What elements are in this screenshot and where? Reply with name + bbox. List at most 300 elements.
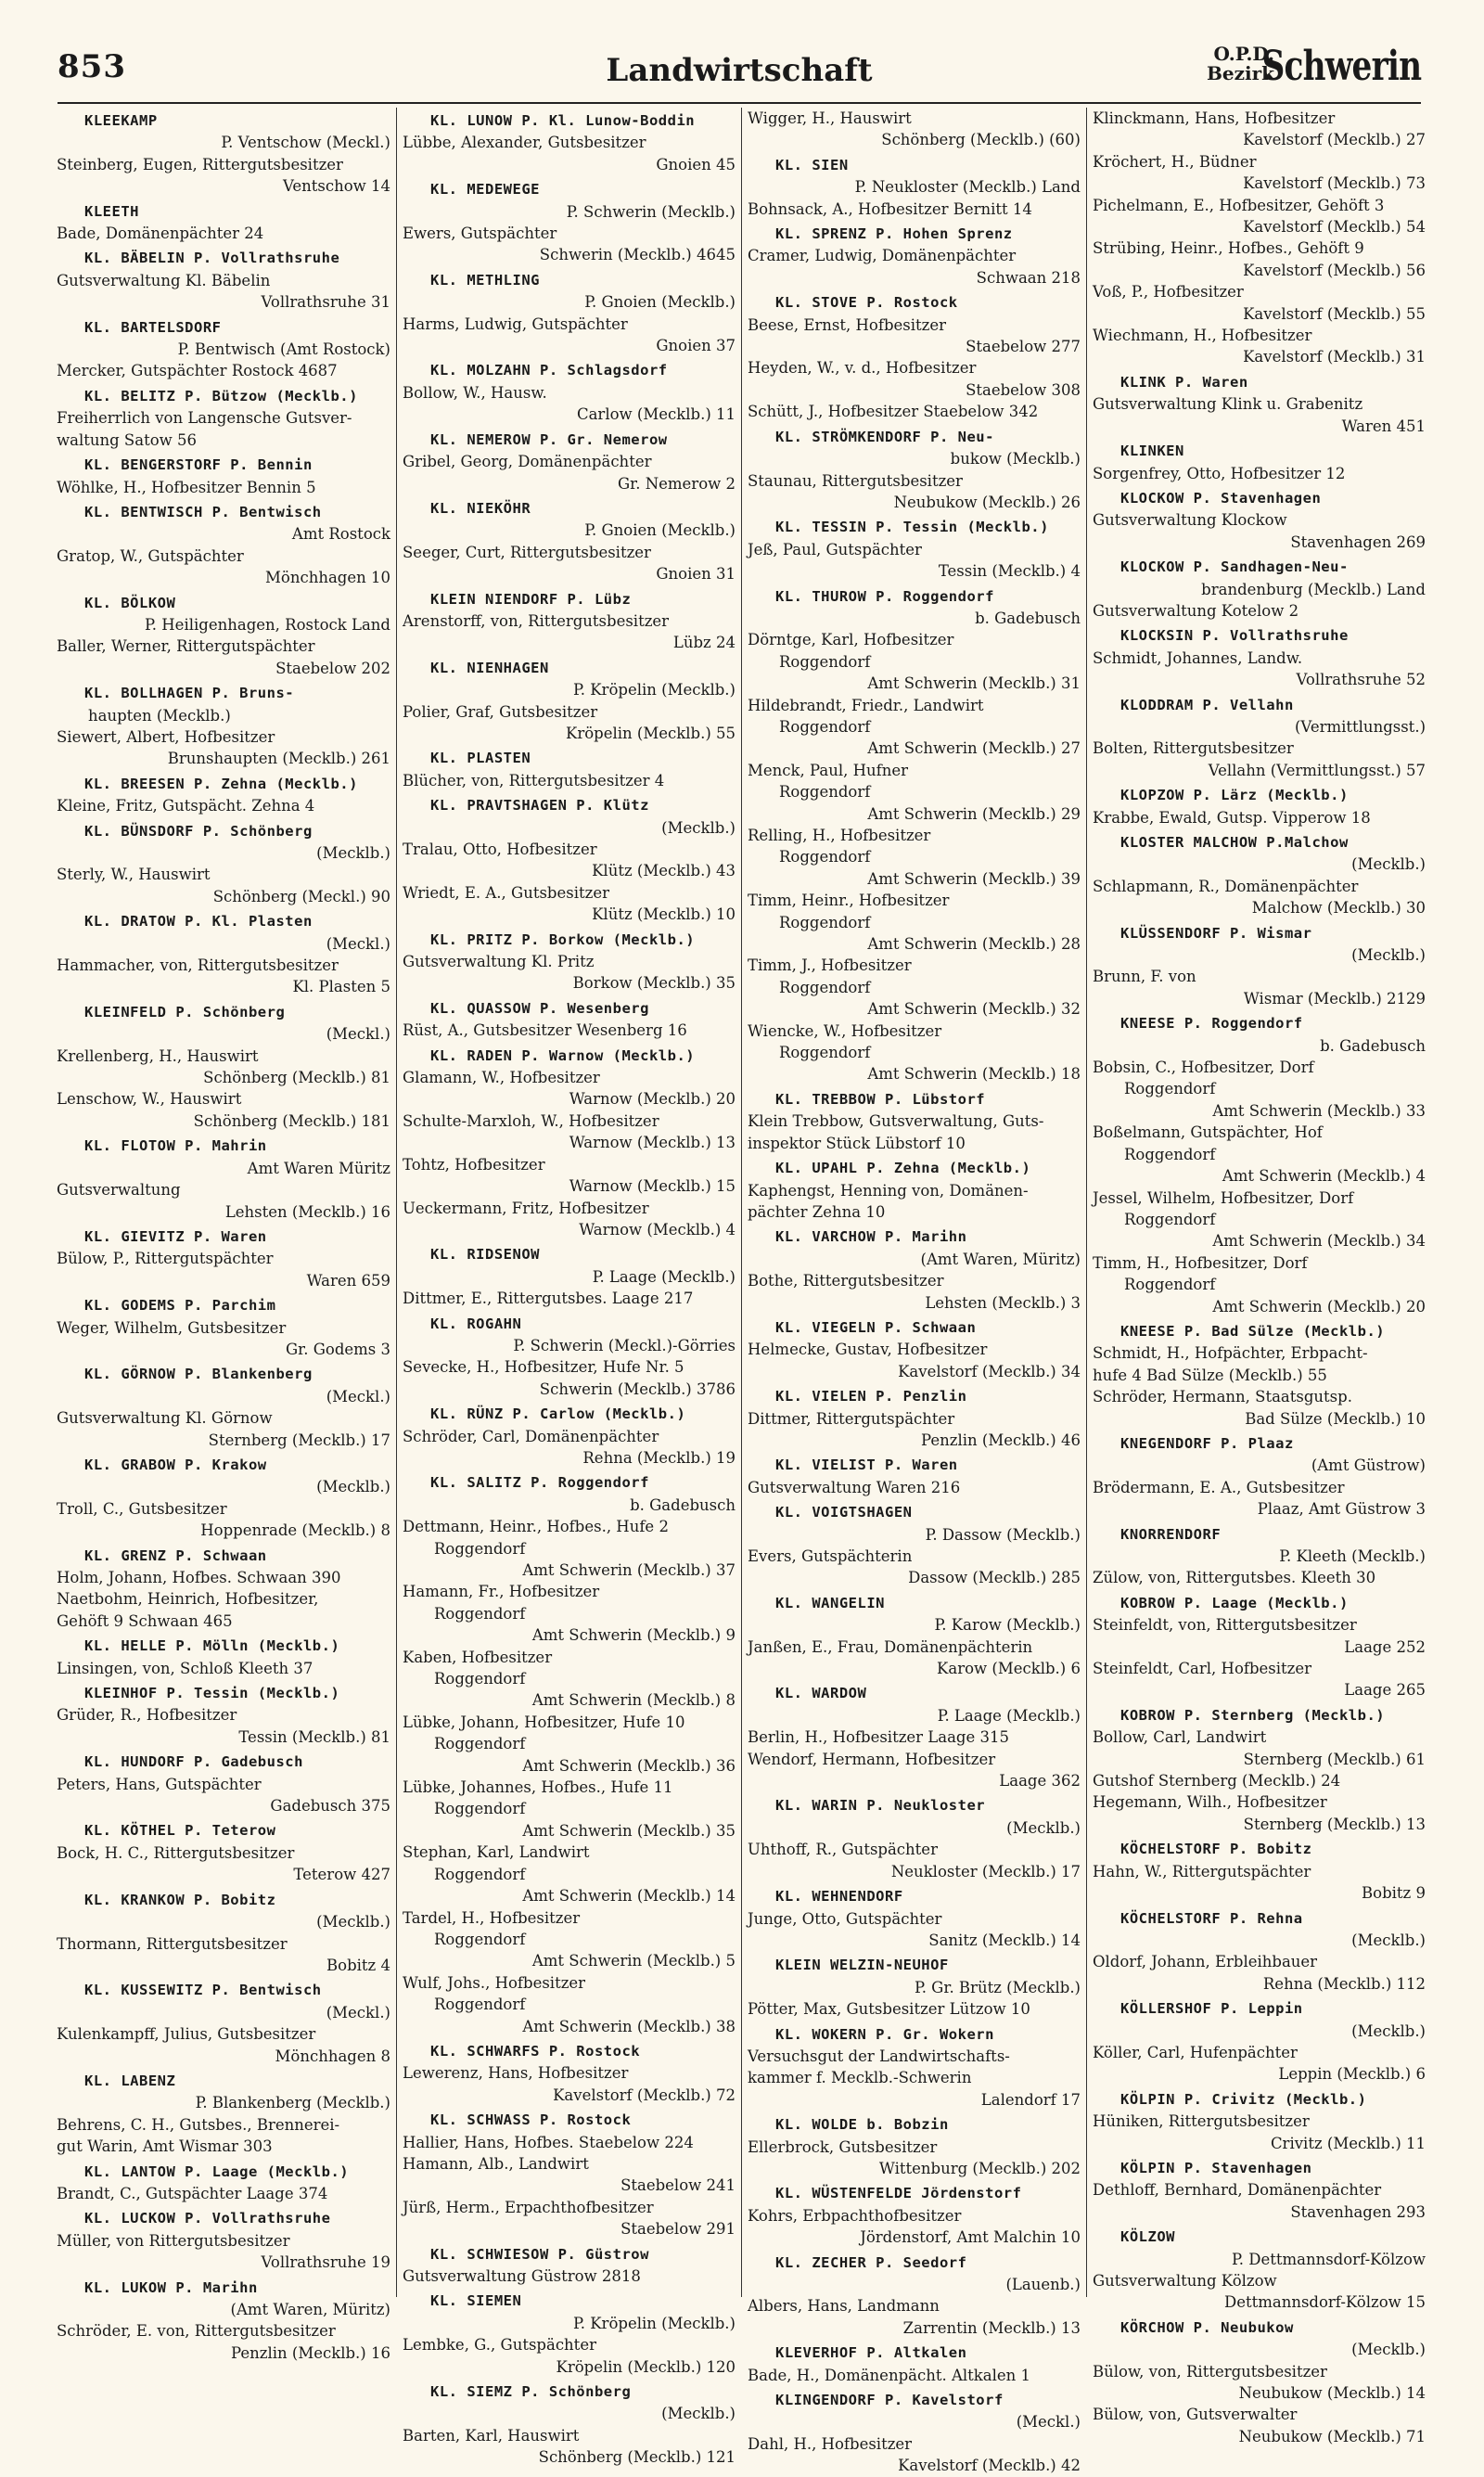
entry-line: Lalendorf 17 — [980, 2090, 1081, 2109]
entry-line: Mönchhagen 8 — [275, 2047, 390, 2065]
directory-entry — [1093, 1433, 1426, 1521]
entry-line: Dörntge, Karl, Hofbesitzer — [748, 631, 954, 649]
entry-line: Gr. Godems 3 — [285, 1340, 390, 1358]
place-heading: KL. GRENZ P. Schwaan — [84, 1547, 267, 1564]
place-heading: KLOPZOW P. Lärz (Mecklb.) — [1120, 787, 1349, 804]
entry-line: Jeß, Paul, Gutspächter — [748, 540, 922, 558]
entry-line: Lübbe, Alexander, Gutsbesitzer — [403, 134, 646, 152]
directory-entry — [748, 1226, 1081, 1314]
entry-line: hufe 4 Bad Sülze (Mecklb.) 55 — [1093, 1366, 1327, 1384]
entry-line: Hoppenrade (Mecklb.) 8 — [200, 1521, 390, 1540]
entry-line: Holm, Johann, Hofbes. Schwaan 390 — [57, 1569, 341, 1586]
entry-line: P. Dettmannsdorf-Kölzow — [1231, 2250, 1426, 2268]
entry-line: Jördenstorf, Amt Malchin 10 — [860, 2228, 1081, 2247]
place-heading: KL. NIENHAGEN — [430, 659, 549, 676]
entry-line: P. Karow (Mecklb.) — [934, 1616, 1081, 1635]
entry-line: Amt Schwerin (Mecklb.) 29 — [867, 804, 1081, 823]
entry-line: (Mecklb.) — [1351, 855, 1426, 874]
place-heading: KL. HELLE P. Mölln (Mecklb.) — [84, 1637, 340, 1655]
entry-line: Roggendorf — [779, 652, 871, 671]
entry-line: Staebelow 202 — [275, 659, 390, 677]
entry-line: Amt Schwerin (Mecklb.) 36 — [522, 1756, 736, 1775]
directory-entry — [57, 1295, 390, 1360]
entry-line: Amt Schwerin (Mecklb.) 20 — [1212, 1297, 1426, 1316]
entry-line: Penzlin (Mecklb.) 16 — [231, 2343, 390, 2362]
entry-line: b. Gadebusch — [975, 609, 1081, 627]
entry-line: Klütz (Mecklb.) 43 — [592, 862, 736, 880]
entry-line: Schönberg (Mecklb.) 121 — [538, 2448, 736, 2467]
entry-line: Hildebrandt, Friedr., Landwirt — [748, 696, 984, 714]
entry-line: b. Gadebusch — [630, 1495, 736, 1514]
entry-line: Schwaan 218 — [976, 268, 1081, 287]
entry-line: Bohnsack, A., Hofbesitzer Bernitt 14 — [748, 199, 1032, 218]
entry-line: P. Heiligenhagen, Rostock Land — [145, 615, 390, 634]
directory-entry — [403, 795, 736, 925]
place-heading: KL. FLOTOW P. Mahrin — [84, 1137, 267, 1155]
directory-entry — [748, 1593, 1081, 1680]
entry-line: Steinfeldt, von, Rittergutsbesitzer — [1093, 1616, 1357, 1635]
directory-entry — [57, 110, 390, 198]
entry-line: Hallier, Hans, Hofbes. Staebelow 224 — [403, 2133, 694, 2151]
entry-line: Uhthoff, R., Gutspächter — [748, 1841, 938, 1859]
entry-line: Berlin, H., Hofbesitzer Laage 315 — [748, 1728, 1009, 1747]
place-heading: KNEESE P. Roggendorf — [1120, 1015, 1303, 1033]
entry-line: Boßelmann, Gutspächter, Hof — [1093, 1123, 1323, 1142]
entry-line: Wismar (Mecklb.) 2129 — [1243, 989, 1426, 1007]
entry-line: Sternberg (Mecklb.) 13 — [1243, 1815, 1426, 1833]
place-heading: KL. GRABOW P. Krakow — [84, 1456, 267, 1473]
entry-line: Wigger, H., Hauswirt — [748, 109, 912, 127]
entry-line: Dahl, H., Hofbesitzer — [748, 2434, 913, 2453]
entry-line: Junge, Otto, Gutspächter — [748, 1909, 942, 1928]
place-heading: KL. WOKERN P. Gr. Wokern — [775, 2025, 994, 2043]
entry-line: Rüst, A., Gutsbesitzer Wesenberg 16 — [403, 1021, 687, 1040]
place-heading: KL. HUNDORF P. Gadebusch — [84, 1753, 303, 1771]
place-heading: KL. RÜNZ P. Carlow (Mecklb.) — [430, 1405, 686, 1423]
entry-line: Bock, H. C., Rittergutsbesitzer — [57, 1843, 295, 1862]
entry-line: Kl. Plasten 5 — [292, 978, 390, 996]
entry-line: Penzlin (Mecklb.) 46 — [921, 1431, 1081, 1449]
entry-line: Lübke, Johann, Hofbesitzer, Hufe 10 — [403, 1713, 685, 1731]
entry-line: Klütz (Mecklb.) 10 — [592, 905, 736, 924]
opd-label: O.P.D. — [1213, 43, 1274, 65]
entry-line: Müller, von Rittergutsbesitzer — [57, 2231, 290, 2250]
directory-entry — [57, 2162, 390, 2205]
entry-line: Gutsverwaltung Kl. Görnow — [57, 1409, 273, 1428]
entry-line: Hamann, Fr., Hofbesitzer — [403, 1583, 600, 1601]
entry-line: Ewers, Gutspächter — [403, 225, 557, 243]
entry-line: Steinberg, Eugen, Rittergutsbesitzer — [57, 155, 343, 173]
entry-line: Gr. Nemerow 2 — [617, 474, 736, 493]
place-heading: KLODDRAM P. Vellahn — [1120, 696, 1294, 713]
directory-entry — [748, 1455, 1081, 1498]
place-heading: KL. VIEGELN P. Schwaan — [775, 1318, 977, 1336]
place-heading: KL. PLASTEN — [430, 750, 531, 767]
directory-entry — [1093, 1998, 1426, 2086]
entry-line: (Meckl.) — [326, 1387, 390, 1405]
place-heading: KL. THUROW P. Roggendorf — [775, 587, 994, 605]
entry-line: Köller, Carl, Hufenpächter — [1093, 2043, 1298, 2061]
entry-line: Kaphengst, Henning von, Domänen- — [748, 1181, 1029, 1200]
directory-entry — [57, 201, 390, 245]
entry-line: Roggendorf — [434, 1604, 526, 1623]
directory-columns — [51, 108, 1433, 2475]
entry-line: Sorgenfrey, Otto, Hofbesitzer 12 — [1093, 464, 1346, 482]
place-heading: KLOCKOW P. Sandhagen-Neu- — [1120, 558, 1349, 576]
directory-entry — [57, 317, 390, 382]
place-heading: KLEVERHOF P. Altkalen — [775, 2344, 967, 2362]
place-heading: KLEETH — [84, 202, 139, 220]
entry-line: Kröpelin (Mecklb.) 120 — [556, 2357, 736, 2376]
entry-line: Kavelstorf (Mecklb.) 54 — [1243, 218, 1426, 237]
place-heading: KL. TESSIN P. Tessin (Mecklb.) — [775, 519, 1049, 536]
place-heading: KL. STOVE P. Rostock — [775, 294, 958, 312]
directory-entry — [748, 2024, 1081, 2111]
place-heading: KLOSTER MALCHOW P.Malchow — [1120, 834, 1349, 851]
place-heading: KNEGENDORF P. Plaaz — [1120, 1434, 1294, 1452]
entry-line: Sternberg (Mecklb.) 17 — [208, 1431, 390, 1449]
entry-line: Amt Schwerin (Mecklb.) 39 — [867, 869, 1081, 888]
entry-line: Thormann, Rittergutsbesitzer — [57, 1934, 288, 1953]
directory-entry — [403, 1244, 736, 1309]
directory-entry — [403, 498, 736, 585]
entry-line: Gutsverwaltung — [57, 1181, 181, 1200]
directory-entry — [1093, 1524, 1426, 1589]
entry-line: Versuchsgut der Landwirtschafts- — [748, 2047, 1010, 2065]
entry-line: Voß, P., Hofbesitzer — [1093, 283, 1244, 302]
entry-line: Amt Schwerin (Mecklb.) 8 — [531, 1691, 736, 1710]
entry-line: Schönberg (Mecklb.) 181 — [193, 1111, 390, 1130]
entry-line: Krellenberg, H., Hauswirt — [57, 1046, 259, 1065]
entry-line: Carlow (Mecklb.) 11 — [576, 405, 736, 424]
directory-entry — [403, 2110, 736, 2240]
directory-entry — [57, 502, 390, 589]
entry-line: haupten (Mecklb.) — [88, 706, 231, 725]
entry-line: Siewert, Albert, Hofbesitzer — [57, 727, 275, 746]
entry-line: P. Ventschow (Meckl.) — [221, 134, 390, 152]
entry-line: P. Bentwisch (Amt Rostock) — [177, 340, 390, 359]
entry-line: Wiechmann, H., Hofbesitzer — [1093, 327, 1312, 345]
entry-line: Gutsverwaltung Kl. Bäbelin — [57, 271, 271, 289]
place-heading: KL. WÜSTENFELDE Jördenstorf — [775, 2185, 1022, 2202]
place-heading: KL. SIEMZ P. Schönberg — [430, 2383, 632, 2401]
entry-line: Bade, H., Domänenpächt. Altkalen 1 — [748, 2366, 1031, 2384]
entry-line: Roggendorf — [1124, 1145, 1216, 1163]
entry-line: Warnow (Mecklb.) 20 — [569, 1090, 736, 1109]
place-heading: KL. KRANKOW P. Bobitz — [84, 1891, 276, 1908]
entry-line: Neubukow (Mecklb.) 14 — [1238, 2384, 1426, 2403]
entry-line: Troll, C., Gutsbesitzer — [57, 1499, 227, 1518]
entry-line: Schröder, Hermann, Staatsgutsp. — [1093, 1388, 1352, 1406]
entry-line: (Mecklb.) — [661, 2405, 736, 2423]
entry-line: Blücher, von, Rittergutsbesitzer 4 — [403, 771, 665, 789]
directory-entry — [403, 110, 736, 175]
entry-line: Barten, Karl, Hauswirt — [403, 2426, 580, 2445]
place-heading: KÖLLERSHOF P. Leppin — [1120, 2000, 1303, 2018]
entry-line: Stavenhagen 269 — [1290, 533, 1426, 551]
entry-line: (Meckl.) — [1016, 2413, 1081, 2432]
entry-line: Karow (Mecklb.) 6 — [937, 1660, 1081, 1678]
entry-line: Kulenkampff, Julius, Gutsbesitzer — [57, 2025, 316, 2044]
directory-entry — [57, 2208, 390, 2273]
page-header — [58, 35, 1421, 104]
entry-line: Schmidt, H., Hofpächter, Erbpacht- — [1093, 1344, 1368, 1363]
entry-line: Hammacher, von, Rittergutsbesitzer — [57, 956, 339, 975]
entry-line: Lenschow, W., Hauswirt — [57, 1090, 242, 1109]
entry-line: Amt Schwerin (Mecklb.) 31 — [867, 674, 1081, 693]
entry-line: Amt Waren Müritz — [247, 1159, 390, 1177]
entry-line: Vollrathsruhe 31 — [261, 293, 390, 312]
entry-line: Lübz 24 — [672, 634, 736, 652]
entry-line: (Mecklb.) — [1351, 946, 1426, 965]
place-heading: KL. WARIN P. Neukloster — [775, 1797, 986, 1815]
entry-line: Gutsverwaltung Klink u. Grabenitz — [1093, 395, 1363, 414]
entry-line: Gehöft 9 Schwaan 465 — [57, 1611, 233, 1630]
entry-line: Brunn, F. von — [1093, 968, 1196, 986]
entry-line: Gutsverwaltung Klockow — [1093, 511, 1287, 530]
place-heading: KÖLZOW — [1120, 2228, 1175, 2246]
entry-line: Teterow 427 — [293, 1866, 390, 1884]
entry-line: Waren 659 — [306, 1271, 390, 1290]
place-heading: KL. BENGERSTORF P. Bennin — [84, 456, 313, 474]
entry-line: Kavelstorf (Mecklb.) 72 — [553, 2086, 736, 2104]
directory-entry — [748, 1955, 1081, 2020]
place-heading: KL. LUCKOW P. Vollrathsruhe — [84, 2210, 331, 2227]
entry-line: pächter Zehna 10 — [748, 1202, 886, 1221]
directory-entry — [1093, 695, 1426, 782]
section-title: Landwirtschaft — [606, 52, 873, 89]
directory-entry — [748, 1502, 1081, 1589]
entry-line: Bothe, Rittergutsbesitzer — [748, 1272, 944, 1290]
entry-line: Peters, Hans, Gutspächter — [57, 1775, 262, 1793]
entry-line: Timm, J., Hofbesitzer — [748, 956, 912, 975]
place-heading: KL. SIEMEN — [430, 2292, 522, 2310]
place-heading: KLÜSSENDORF P. Wismar — [1120, 924, 1312, 942]
directory-entry — [748, 292, 1081, 422]
directory-entry — [403, 748, 736, 791]
entry-line: Stephan, Karl, Landwirt — [403, 1843, 590, 1862]
place-heading: KL. BENTWISCH P. Bentwisch — [84, 503, 322, 520]
entry-line: Staebelow 277 — [966, 338, 1081, 356]
entry-line: Schönberg (Mecklb.) 81 — [203, 1069, 390, 1087]
entry-line: Bülow, von, Rittergutsbesitzer — [1093, 2362, 1327, 2381]
entry-line: brandenburg (Mecklb.) Land — [1201, 580, 1426, 598]
entry-line: Wriedt, E. A., Gutsbesitzer — [403, 883, 609, 902]
entry-line: Gutsverwaltung Kotelow 2 — [1093, 601, 1299, 620]
place-heading: KL. VARCHOW P. Marihn — [775, 1228, 967, 1246]
entry-line: Rehna (Mecklb.) 19 — [582, 1448, 736, 1467]
entry-line: Kavelstorf (Mecklb.) 42 — [898, 2457, 1081, 2475]
entry-line: Hüniken, Rittergutsbesitzer — [1093, 2112, 1310, 2131]
entry-line: Beese, Ernst, Hofbesitzer — [748, 315, 947, 334]
entry-line: Amt Schwerin (Mecklb.) 4 — [1222, 1167, 1426, 1186]
entry-line: Pötter, Max, Gutsbesitzer Lützow 10 — [748, 2000, 1030, 2019]
entry-line: (Vermittlungsst.) — [1294, 717, 1426, 736]
entry-line: Schönberg (Mecklb.) (60) — [881, 131, 1081, 149]
entry-line: Amt Schwerin (Mecklb.) 5 — [531, 1952, 736, 1970]
entry-line: Gutsverwaltung Kl. Pritz — [403, 953, 595, 971]
entry-line: P. Laage (Mecklb.) — [937, 1706, 1081, 1725]
directory-column-1 — [51, 108, 396, 2362]
entry-line: bukow (Mecklb.) — [950, 450, 1081, 468]
directory-entry — [403, 998, 736, 1042]
place-heading: KL. SCHWARFS P. Rostock — [430, 2042, 641, 2060]
entry-line: Menck, Paul, Hufner — [748, 761, 909, 779]
entry-line: P. Kleeth (Mecklb.) — [1279, 1547, 1426, 1565]
place-heading: KLOCKSIN P. Vollrathsruhe — [1120, 627, 1349, 645]
entry-line: Kaben, Hofbesitzer — [403, 1648, 553, 1666]
directory-entry — [403, 360, 736, 425]
entry-line: Sevecke, H., Hofbesitzer, Hufe Nr. 5 — [403, 1358, 684, 1377]
directory-entry — [748, 1683, 1081, 1791]
place-heading: KL. LUKOW P. Marihn — [84, 2278, 258, 2296]
bezirk-label: Bezirk — [1207, 62, 1274, 84]
entry-line: (Amt Waren, Müritz) — [230, 2301, 390, 2318]
place-heading: KL. RIDSENOW — [430, 1246, 540, 1264]
place-heading: KL. WEHNENDORF — [775, 1888, 903, 1906]
entry-line: Sternberg (Mecklb.) 61 — [1243, 1750, 1426, 1768]
place-heading: KNEESE P. Bad Sülze (Mecklb.) — [1120, 1322, 1386, 1340]
directory-entry — [1093, 1908, 1426, 1996]
directory-entry — [403, 430, 736, 494]
entry-line: Oldorf, Johann, Erbleihbauer — [1093, 1953, 1318, 1971]
entry-line: Schlapmann, R., Domänenpächter — [1093, 877, 1359, 895]
entry-line: Grüder, R., Hofbesitzer — [57, 1706, 237, 1725]
place-heading: KL. BOLLHAGEN P. Bruns- — [84, 685, 295, 702]
entry-line: Plaaz, Amt Güstrow 3 — [1257, 1500, 1426, 1519]
entry-line: Ellerbrock, Gutsbesitzer — [748, 2137, 938, 2156]
entry-line: P. Dassow (Mecklb.) — [925, 1525, 1081, 1544]
directory-entry — [1093, 557, 1426, 622]
directory-entry — [748, 427, 1081, 514]
entry-line: Stavenhagen 293 — [1290, 2202, 1426, 2221]
entry-line: Warnow (Mecklb.) 13 — [569, 1134, 736, 1152]
directory-entry — [57, 683, 390, 770]
directory-entry — [57, 1455, 390, 1542]
directory-entry — [57, 1820, 390, 1885]
entry-line: Waren 451 — [1341, 417, 1426, 435]
entry-line: Tralau, Otto, Hofbesitzer — [403, 841, 597, 858]
place-heading: KOBROW P. Laage (Mecklb.) — [1120, 1594, 1349, 1611]
directory-entry — [57, 593, 390, 680]
entry-line: Roggendorf — [434, 1735, 526, 1753]
directory-entry — [57, 1752, 390, 1816]
place-heading: KL. BREESEN P. Zehna (Mecklb.) — [84, 775, 358, 792]
entry-line: Timm, Heinr., Hofbesitzer — [748, 892, 950, 910]
directory-entry — [1093, 2317, 1426, 2447]
directory-entry — [403, 2244, 736, 2288]
page-number: 853 — [58, 48, 126, 85]
directory-entry — [748, 108, 1081, 151]
entry-line: P. Kröpelin (Mecklb.) — [572, 2314, 736, 2332]
place-heading: KL. UPAHL P. Zehna (Mecklb.) — [775, 1160, 1031, 1177]
entry-line: Brödermann, E. A., Gutsbesitzer — [1093, 1478, 1345, 1496]
directory-entry — [1093, 625, 1426, 690]
entry-line: waltung Satow 56 — [57, 430, 197, 449]
entry-line: Brunshaupten (Mecklb.) 261 — [167, 750, 390, 768]
place-heading: KLEINFELD P. Schönberg — [84, 1003, 286, 1020]
entry-line: Schröder, Carl, Domänenpächter — [403, 1427, 659, 1445]
place-heading: KL. BARTELSDORF — [84, 318, 222, 336]
entry-line: Gutsverwaltung Güstrow 2818 — [403, 2267, 641, 2285]
place-heading: KL. ROGAHN — [430, 1315, 522, 1332]
directory-entry — [57, 1002, 390, 1132]
directory-entry — [57, 2278, 390, 2365]
entry-line: Amt Schwerin (Mecklb.) 32 — [867, 1000, 1081, 1019]
entry-line: Wiencke, W., Hofbesitzer — [748, 1021, 942, 1040]
place-heading: KOBROW P. Sternberg (Mecklb.) — [1120, 1706, 1386, 1724]
entry-line: Janßen, E., Frau, Domänenpächterin — [748, 1637, 1033, 1656]
entry-line: P. Gnoien (Mecklb.) — [584, 521, 736, 540]
entry-line: Neubukow (Mecklb.) 71 — [1238, 2427, 1426, 2445]
entry-line: Gnoien 31 — [656, 565, 736, 584]
place-heading: KL. SALITZ P. Roggendorf — [430, 1474, 649, 1492]
entry-line: P. Kröpelin (Mecklb.) — [572, 681, 736, 699]
entry-line: gut Warin, Amt Wismar 303 — [57, 2137, 273, 2156]
directory-entry — [748, 1886, 1081, 1951]
entry-line: P. Blankenberg (Mecklb.) — [195, 2094, 390, 2112]
place-heading: KL. STRÖMKENDORF P. Neu- — [775, 428, 994, 445]
entry-line: Mönchhagen 10 — [265, 569, 390, 587]
entry-line: Roggendorf — [434, 1865, 526, 1883]
entry-line: Seeger, Curt, Rittergutsbesitzer — [403, 543, 651, 561]
entry-line: Roggendorf — [434, 1800, 526, 1818]
directory-entry — [1093, 2227, 1426, 2314]
entry-line: Bobitz 9 — [1362, 1884, 1426, 1903]
entry-line: Gribel, Georg, Domänenpächter — [403, 453, 652, 471]
directory-entry — [1093, 1013, 1426, 1317]
entry-line: Gnoien 37 — [656, 337, 736, 355]
entry-line: Gnoien 45 — [656, 155, 736, 173]
entry-line: Linsingen, von, Schloß Kleeth 37 — [57, 1659, 313, 1677]
entry-line: Strübing, Heinr., Hofbes., Gehöft 9 — [1093, 239, 1364, 258]
directory-entry — [1093, 923, 1426, 1010]
place-heading: KL. DRATOW P. Kl. Plasten — [84, 913, 313, 930]
entry-line: Laage 362 — [999, 1772, 1081, 1790]
directory-entry — [748, 224, 1081, 289]
entry-line: Bolten, Rittergutsbesitzer — [1093, 739, 1294, 758]
entry-line: Krabbe, Ewald, Gutsp. Vipperow 18 — [1093, 808, 1371, 827]
entry-line: Mercker, Gutspächter Rostock 4687 — [57, 362, 338, 380]
entry-line: Malchow (Mecklb.) 30 — [1251, 899, 1426, 918]
entry-line: Amt Schwerin (Mecklb.) 27 — [867, 739, 1081, 758]
entry-line: Roggendorf — [434, 1539, 526, 1558]
entry-line: Roggendorf — [779, 978, 871, 996]
directory-column-3 — [741, 108, 1086, 2475]
entry-line: (Mecklb.) — [1351, 2341, 1426, 2359]
directory-entry — [57, 455, 390, 498]
entry-line: (Mecklb.) — [1351, 1931, 1426, 1949]
directory-entry — [403, 930, 736, 995]
directory-entry — [403, 1314, 736, 1401]
entry-line: Kröchert, H., Büdner — [1093, 152, 1257, 171]
entry-line: Kröpelin (Mecklb.) 55 — [566, 724, 736, 742]
entry-line: Amt Schwerin (Mecklb.) 33 — [1212, 1101, 1426, 1120]
entry-line: Polier, Graf, Gutsbesitzer — [403, 702, 598, 721]
entry-line: Bobitz 4 — [326, 1956, 390, 1974]
entry-line: kammer f. Mecklb.-Schwerin — [748, 2069, 972, 2087]
directory-entry — [1093, 832, 1426, 919]
entry-line: Evers, Gutspächterin — [748, 1547, 913, 1565]
directory-entry — [403, 2381, 736, 2469]
entry-line: (Amt Güstrow) — [1311, 1457, 1426, 1475]
place-heading: KÖRCHOW P. Neubukow — [1120, 2318, 1294, 2336]
entry-line: inspektor Stück Lübstorf 10 — [748, 1134, 966, 1152]
entry-line: Gratop, W., Gutspächter — [57, 546, 244, 565]
entry-line: Wöhlke, H., Hofbesitzer Bennin 5 — [57, 478, 316, 496]
directory-entry — [1093, 441, 1426, 484]
entry-line: Jürß, Herm., Erpachthofbesitzer — [403, 2198, 654, 2216]
